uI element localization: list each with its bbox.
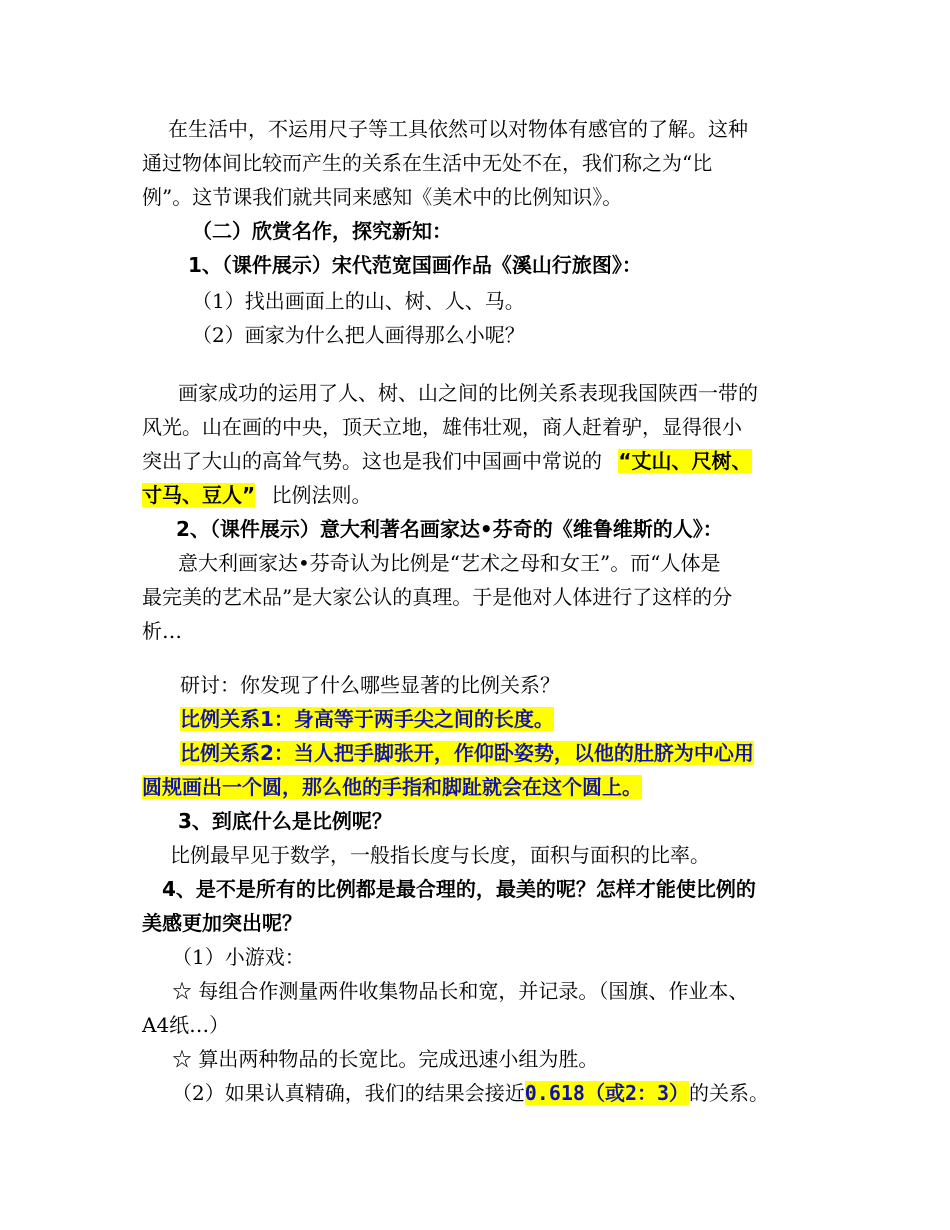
relation-2-line-1 — [180, 736, 754, 770]
item1-para-line-1: 画家成功的运用了人、树、山之间的比例关系表现我国陕西一带的 — [178, 381, 758, 405]
item2-para-line-2: 最完美的艺术品”是大家公认的真理。于是他对人体进行了这样的分 — [142, 585, 733, 609]
item1-para-text: 突出了大山的高耸气势。这也是我们中国画中常说的 — [142, 449, 602, 473]
item1-para-line-4 — [142, 478, 372, 512]
item4-game: （1）小游戏： — [172, 945, 305, 969]
item4-star-1-cont: A4纸…） — [142, 1013, 230, 1037]
item4-question-2-text: （2）如果认真精确，我们的结果会接近 — [172, 1081, 525, 1105]
item2-para-line-3: 析… — [142, 619, 182, 643]
highlight-phrase: “丈山、尺树、 — [618, 449, 752, 473]
golden-ratio-highlight: 0.618（或2：3） — [524, 1081, 690, 1105]
item4-star-1: ☆ 每组合作测量两件收集物品长和宽，并记录。（国旗、作业本、 — [172, 979, 749, 1003]
item4-question-2-line — [172, 1076, 769, 1110]
item4-question-2-end: 的关系。 — [689, 1081, 770, 1105]
item1-para-text-end: 比例法则。 — [271, 483, 372, 507]
intro-line-1: 在生活中，不运用尺子等工具依然可以对物体有感官的了解。这种 — [168, 117, 748, 141]
item4-star-2: ☆ 算出两种物品的长宽比。完成迅速小组为胜。 — [172, 1047, 599, 1071]
relation-1: 比例关系1：身高等于两手尖之间的长度。 — [180, 707, 554, 731]
item3-heading: 3、到底什么是比例呢？ — [178, 809, 392, 833]
relation-2-line-2 — [142, 770, 642, 804]
item1-heading: 1、（课件展示）宋代范宽国画作品《溪山行旅图》： — [188, 253, 642, 277]
relation-2-part-2: 圆规画出一个圆，那么他的手指和脚趾就会在这个圆上。 — [142, 775, 642, 799]
relation-2-part-1: 比例关系2：当人把手脚张开，作仰卧姿势，以他的肚脐为中心用 — [180, 741, 754, 765]
item1-para-line-2: 风光。山在画的中央，顶天立地，雄伟壮观，商人赶着驴，显得很小 — [142, 415, 742, 439]
relation-1-line — [180, 702, 554, 736]
item2-heading: 2、（课件展示）意大利著名画家达•芬奇的《维鲁维斯的人》： — [176, 517, 723, 541]
discussion-prompt: 研讨：你发现了什么哪些显著的比例关系？ — [180, 673, 560, 697]
item1-para-line-3 — [142, 444, 752, 478]
intro-line-2: 通过物体间比较而产生的关系在生活中无处不在，我们称之为“比 — [142, 151, 713, 175]
highlight-phrase-cont: 寸马、豆人” — [142, 483, 256, 507]
item3-para: 比例最早见于数学，一般指长度与长度，面积与面积的比率。 — [170, 843, 710, 867]
intro-line-3: 例”。这节课我们就共同来感知《美术中的比例知识》。 — [142, 185, 623, 209]
item4-heading-line-1: 4、是不是所有的比例都是最合理的，最美的呢？怎样才能使比例的 — [162, 877, 756, 901]
item2-para-line-1: 意大利画家达•芬奇认为比例是“艺术之母和女王”。而“人体是 — [178, 551, 721, 575]
item1-question-1: （1）找出画面上的山、树、人、马。 — [192, 289, 525, 313]
section-heading: （二）欣赏名作，探究新知： — [192, 219, 452, 243]
item4-heading-line-2: 美感更加突出呢？ — [142, 911, 302, 935]
item1-question-2: （2）画家为什么把人画得那么小呢？ — [192, 323, 525, 347]
